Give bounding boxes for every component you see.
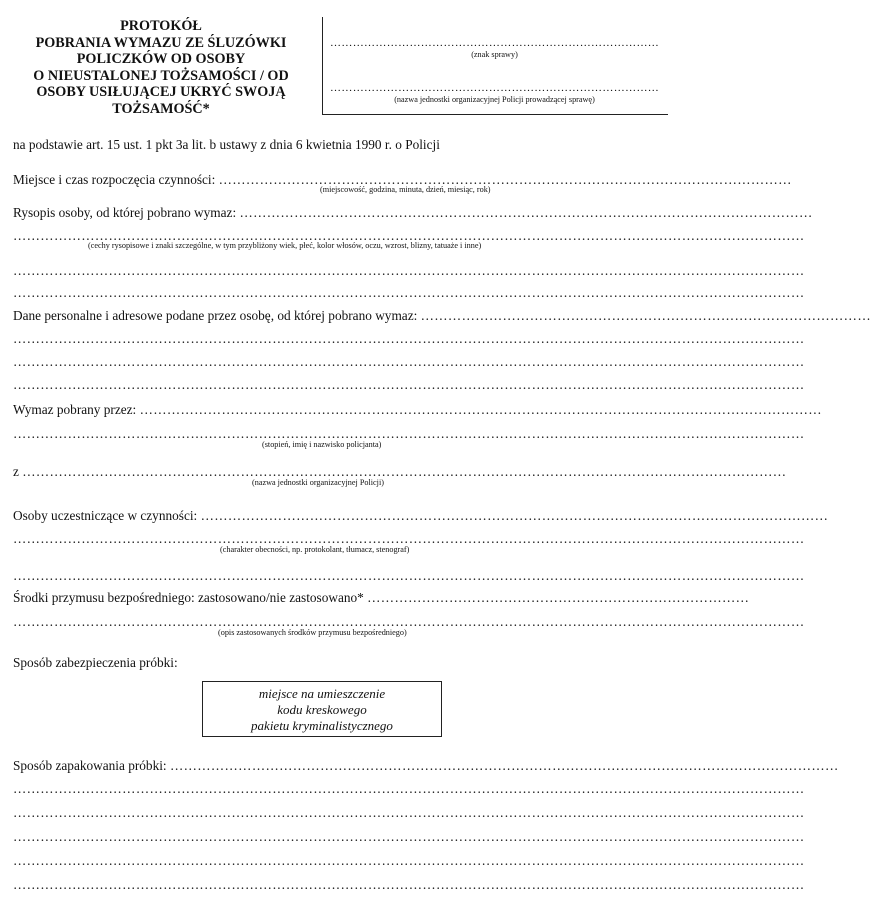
barcode-placeholder-box <box>202 681 442 737</box>
description-row[interactable]: Rysopis osoby, od której pobrano wymaz: ……………………………………………………………………………………………………………… <box>13 205 813 220</box>
from-unit-caption: (nazwa jednostki organizacyjnej Policji) <box>252 478 384 487</box>
description-line[interactable]: ………………………………………………………………………………………………………………………………………………………… <box>13 263 805 278</box>
from-unit-row[interactable]: z …………………………………………………………………………………………………………………………………………………… <box>13 464 787 479</box>
packing-line[interactable]: ………………………………………………………………………………………………………………………………………………………… <box>13 805 805 820</box>
personal-data-row[interactable]: Dane personalne i adresowe podane przez osobę, od której pobrano wymaz: ……………………………………………………………………………………… <box>13 308 871 323</box>
barcode-box-line: pakietu kryminalistycznego <box>251 718 393 733</box>
barcode-box-line: miejsce na umieszczenie <box>258 686 386 701</box>
unit-name-field[interactable]: …………………………………………………………………………… <box>330 82 660 94</box>
title-line: TOŻSAMOŚĆ* <box>112 100 210 117</box>
swab-by-row[interactable]: Wymaz pobrany przez: …………………………………………………………………………………………………………………………………… <box>13 402 822 417</box>
description-caption: (cechy rysopisowe i znaki szczególne, w tym przybliżony wiek, płeć, kolor włosów, oczu, wzrost, blizny, tatuaże i inne) <box>88 241 482 250</box>
personal-data-line[interactable]: ………………………………………………………………………………………………………………………………………………………… <box>13 354 805 369</box>
title-line: POLICZKÓW OD OSOBY <box>76 51 246 68</box>
personal-data-line[interactable]: ………………………………………………………………………………………………………………………………………………………… <box>13 331 805 346</box>
coercion-label: Środki przymusu bezpośredniego: zastosowano/nie zastosowano* <box>13 590 364 605</box>
title-line: PROTOKÓŁ <box>120 18 202 34</box>
participants-line[interactable]: ………………………………………………………………………………………………………………………………………………………… <box>13 531 805 546</box>
securing-label: Sposób zabezpieczenia próbki: <box>13 655 178 670</box>
document-title <box>0 18 322 118</box>
description-label: Rysopis osoby, od której pobrano wymaz: <box>13 205 237 220</box>
participants-label: Osoby uczestniczące w czynności: <box>13 508 198 523</box>
case-number-field[interactable]: …………………………………………………………………………… <box>330 37 660 49</box>
description-line[interactable]: ………………………………………………………………………………………………………………………………………………………… <box>13 228 805 243</box>
personal-data-line[interactable]: ………………………………………………………………………………………………………………………………………………………… <box>13 377 805 392</box>
place-time-row[interactable]: Miejsce i czas rozpoczęcia czynności: ……………………………………………………………………………………………………………… <box>13 172 792 187</box>
swab-by-label: Wymaz pobrany przez: <box>13 402 137 417</box>
packing-line[interactable]: ………………………………………………………………………………………………………………………………………………………… <box>13 829 805 844</box>
legal-basis: na podstawie art. 15 ust. 1 pkt 3a lit. b ustawy z dnia 6 kwietnia 1990 r. o Policji <box>13 137 440 152</box>
coercion-line[interactable]: ………………………………………………………………………………………………………………………………………………………… <box>13 614 805 629</box>
unit-name-caption: (nazwa jednostki organizacyjnej Policji prowadzącej sprawę) <box>394 95 595 104</box>
packing-line[interactable]: ………………………………………………………………………………………………………………………………………………………… <box>13 877 805 892</box>
case-number-caption: (znak sprawy) <box>471 50 518 59</box>
title-line: O NIEUSTALONEJ TOŻSAMOŚCI / OD <box>33 67 289 84</box>
packing-label: Sposób zapakowania próbki: <box>13 758 167 773</box>
packing-line[interactable]: ………………………………………………………………………………………………………………………………………………………… <box>13 853 805 868</box>
from-unit-label: z <box>13 464 19 479</box>
packing-row[interactable]: Sposób zapakowania próbki: ………………………………………………………………………………………………………………………………… <box>13 758 839 773</box>
coercion-row[interactable]: Środki przymusu bezpośredniego: zastosowano/nie zastosowano* ………………………………………………………………………… <box>13 590 750 605</box>
description-line[interactable]: ………………………………………………………………………………………………………………………………………………………… <box>13 285 805 300</box>
place-time-caption: (miejscowość, godzina, minuta, dzień, miesiąc, rok) <box>320 185 491 194</box>
title-line: OSOBY USIŁUJĄCEJ UKRYĆ SWOJĄ <box>36 84 286 101</box>
participants-caption: (charakter obecności, np. protokolant, tłumacz, stenograf) <box>220 545 410 554</box>
participants-row[interactable]: Osoby uczestniczące w czynności: ………………………………………………………………………………………………………………………… <box>13 508 829 523</box>
coercion-caption: (opis zastosowanych środków przymusu bezpośredniego) <box>218 628 407 637</box>
barcode-box-line: kodu kreskowego <box>277 702 367 717</box>
swab-by-line[interactable]: ………………………………………………………………………………………………………………………………………………………… <box>13 426 805 441</box>
participants-line[interactable]: ………………………………………………………………………………………………………………………………………………………… <box>13 568 805 583</box>
packing-line[interactable]: ………………………………………………………………………………………………………………………………………………………… <box>13 781 805 796</box>
place-time-label: Miejsce i czas rozpoczęcia czynności: <box>13 172 216 187</box>
swab-by-caption: (stopień, imię i nazwisko policjanta) <box>262 440 382 449</box>
personal-data-label: Dane personalne i adresowe podane przez osobę, od której pobrano wymaz: <box>13 308 418 323</box>
title-line: POBRANIA WYMAZU ZE ŚLUZÓWKI <box>35 34 287 51</box>
